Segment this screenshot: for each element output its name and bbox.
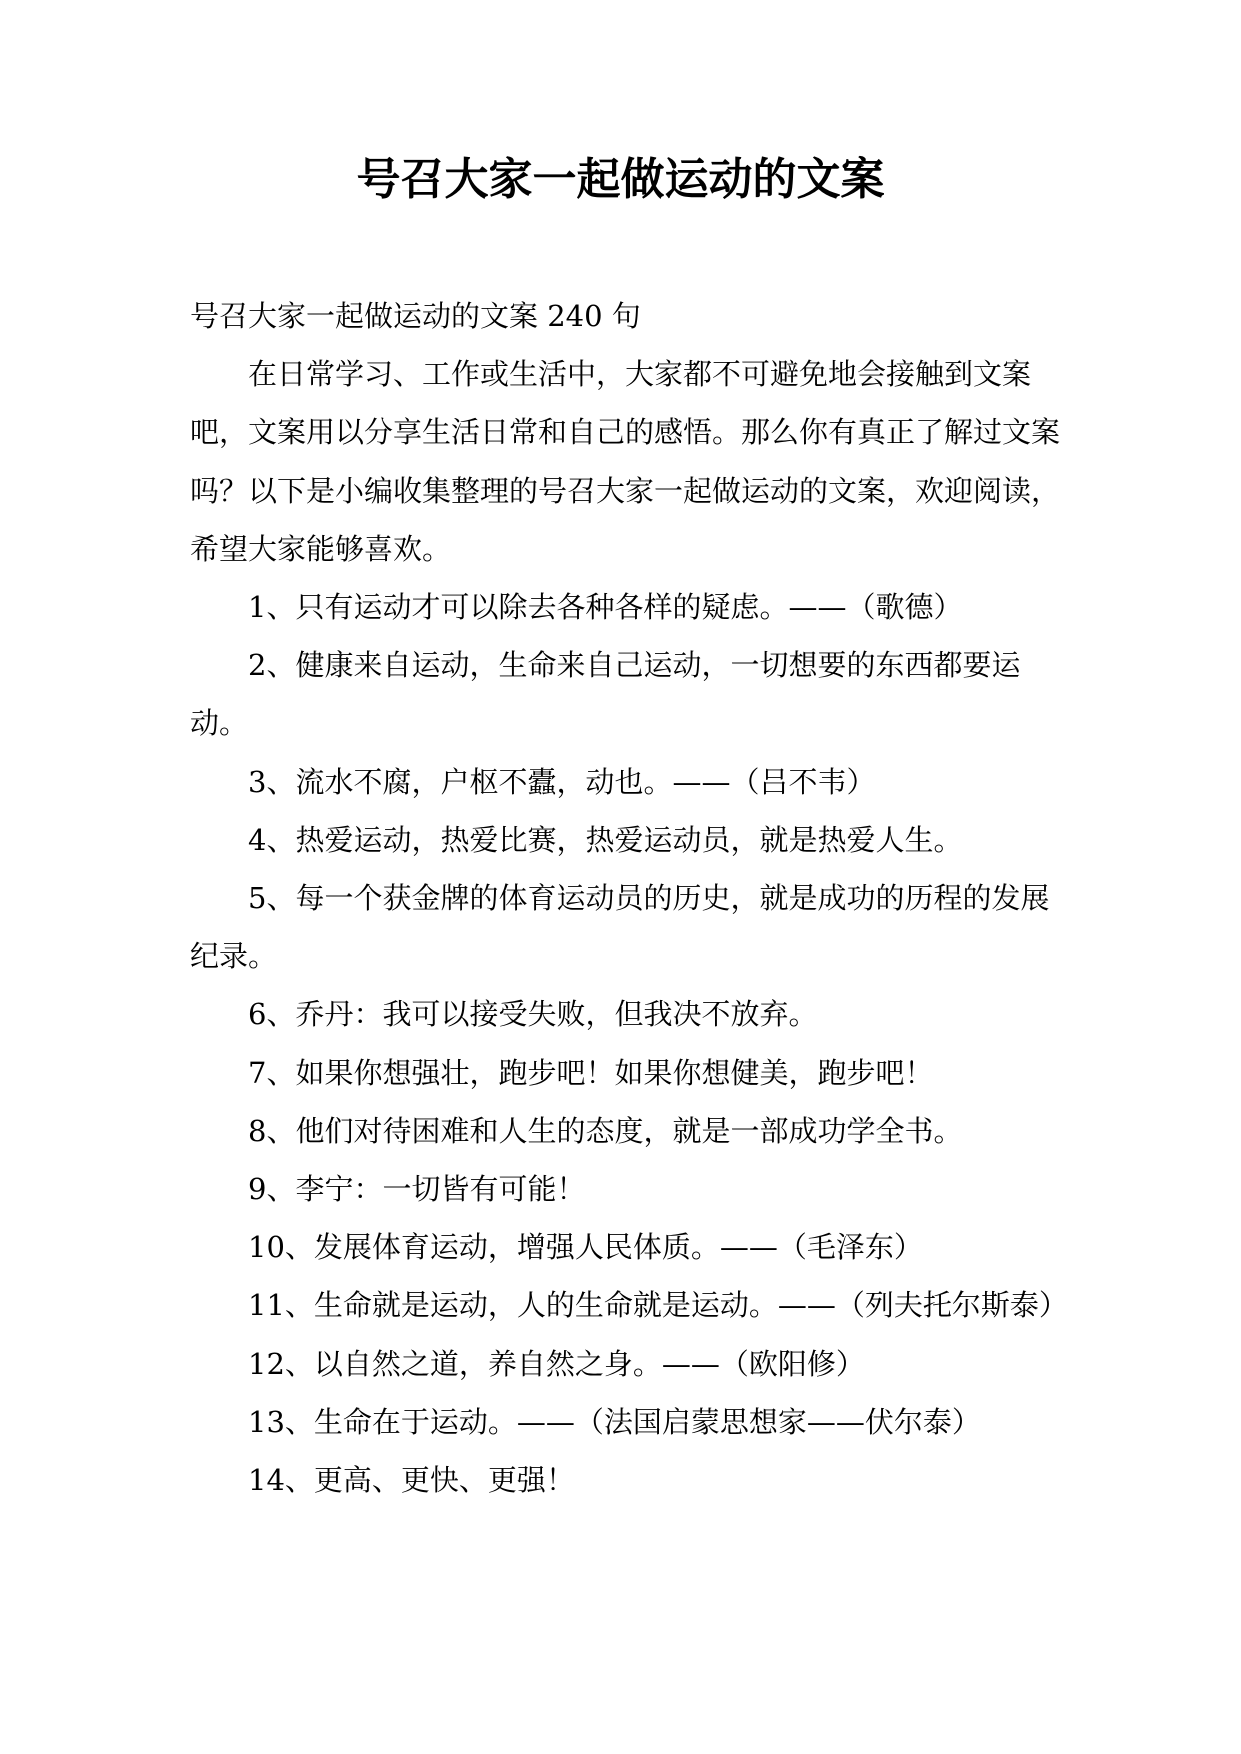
list-item: 10、发展体育运动，增强人民体质。——（毛泽东） bbox=[248, 1230, 923, 1265]
list-item: 5、每一个获金牌的体育运动员的历史，就是成功的历程的发展纪录。 bbox=[190, 881, 1050, 974]
list-item: 4、热爱运动，热爱比赛，热爱运动员，就是热爱人生。 bbox=[248, 822, 963, 857]
list-item: 2、健康来自运动，生命来自己运动，一切想要的东西都要运动。 bbox=[190, 648, 1021, 741]
list-item: 12、以自然之道，养自然之身。——（欧阳修） bbox=[248, 1346, 865, 1381]
list-item: 6、乔丹：我可以接受失败，但我决不放弃。 bbox=[248, 997, 818, 1032]
list-item: 14、更高、更快、更强！ bbox=[248, 1463, 575, 1498]
list-item: 1、只有运动才可以除去各种各样的疑虑。——（歌德） bbox=[248, 590, 963, 625]
list-item: 3、流水不腐，户枢不蠹，动也。——（吕不韦） bbox=[248, 764, 876, 799]
list-item: 13、生命在于运动。——（法国启蒙思想家——伏尔泰） bbox=[248, 1404, 981, 1439]
document-title: 号召大家一起做运动的文案 bbox=[356, 154, 885, 205]
list-item: 8、他们对待困难和人生的态度，就是一部成功学全书。 bbox=[248, 1113, 963, 1148]
document-subtitle: 号召大家一起做运动的文案 240 句 bbox=[190, 299, 641, 333]
intro-paragraph: 在日常学习、工作或生活中，大家都不可避免地会接触到文案吧，文案用以分享生活日常和自己的感悟。那么你有真正了解过文案吗？以下是小编收集整理的号召大家一起做运动的文案，欢迎阅读，希望大家能够喜欢。 bbox=[190, 357, 1061, 566]
list-item: 7、如果你想强壮，跑步吧！如果你想健美，跑步吧！ bbox=[248, 1055, 934, 1090]
list-item: 11、生命就是运动，人的生命就是运动。——（列夫托尔斯泰） bbox=[248, 1288, 1068, 1323]
list-item: 9、李宁：一切皆有可能！ bbox=[248, 1172, 586, 1207]
document-body bbox=[190, 287, 1070, 1509]
